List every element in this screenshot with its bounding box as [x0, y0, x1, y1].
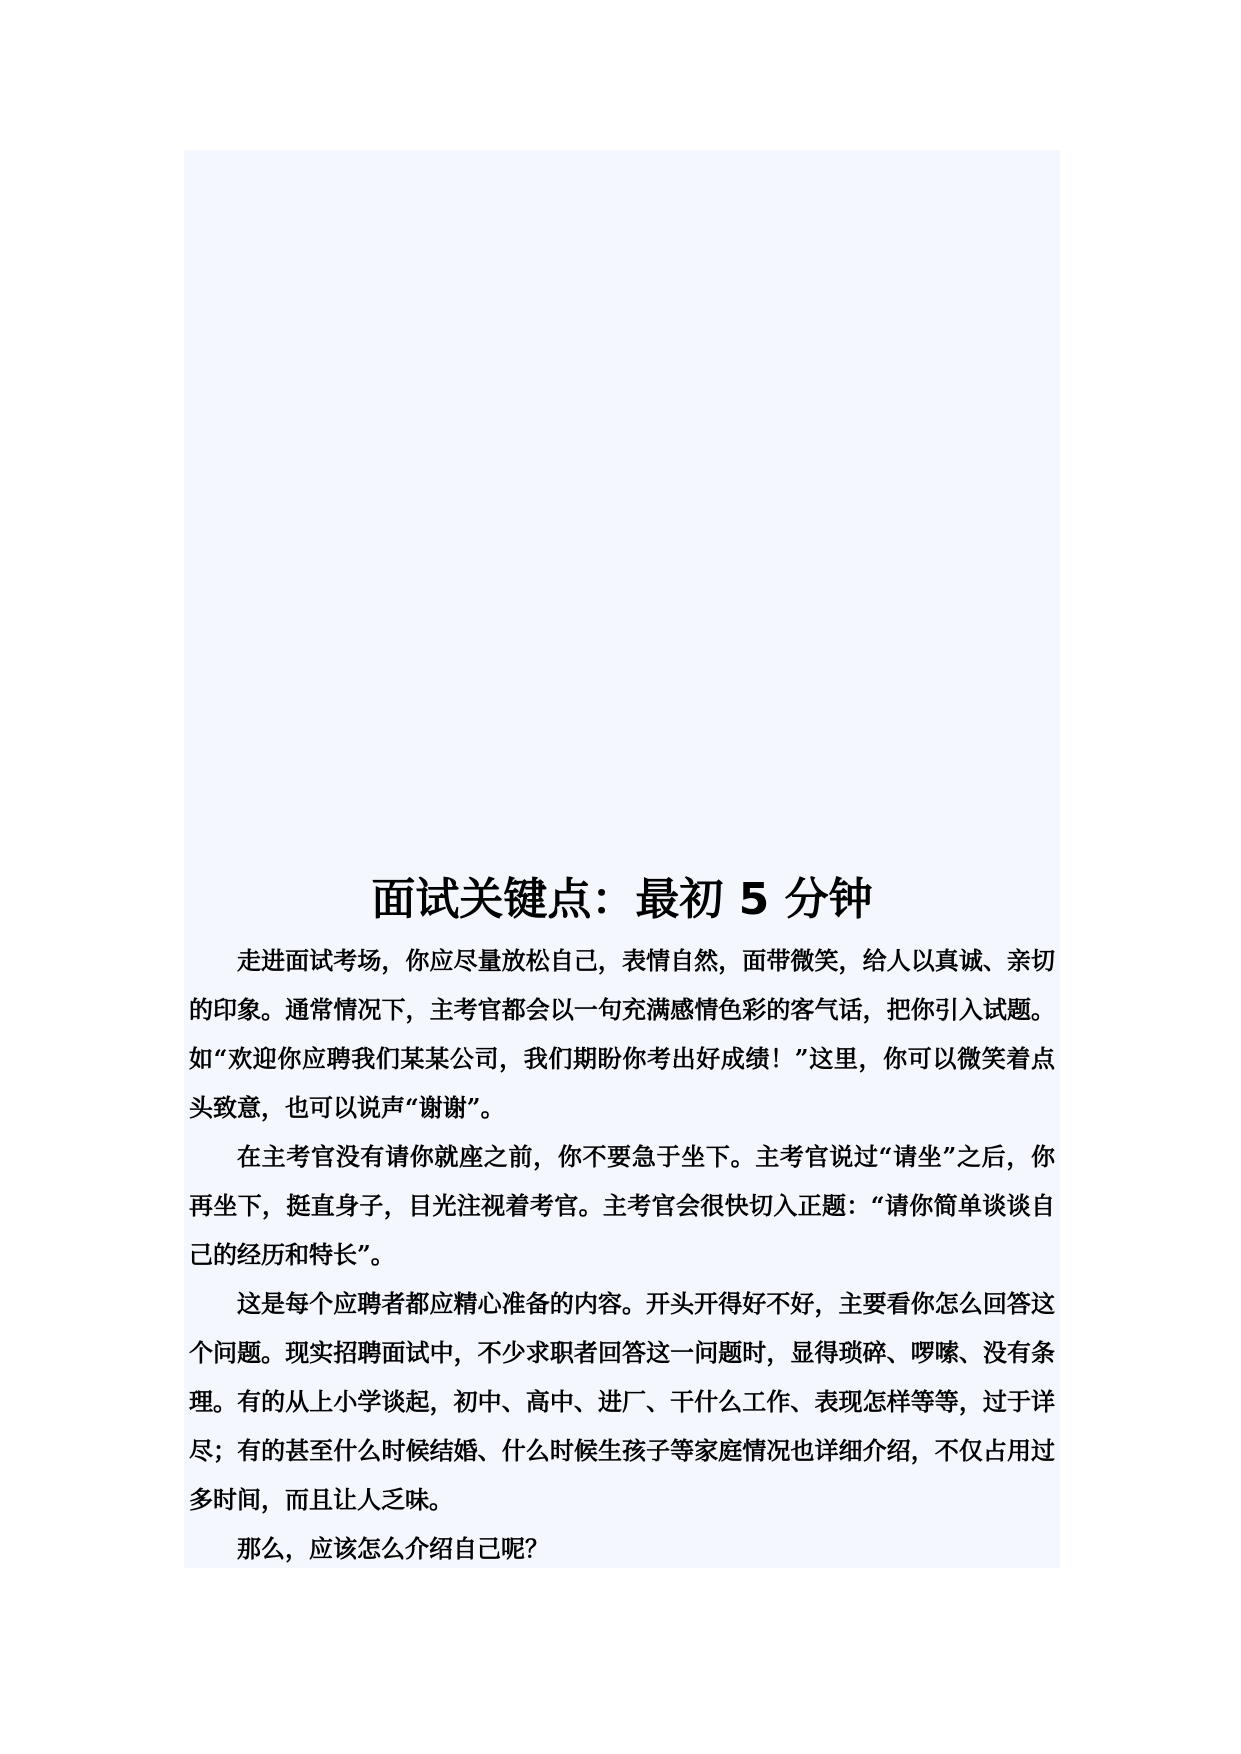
document-body: [189, 936, 1055, 1573]
paragraph: 走进面试考场，你应尽量放松自己，表情自然，面带微笑，给人以真诚、亲切的印象。通常情况下，主考官都会以一句充满感情色彩的客气话，把你引入试题。如“欢迎你应聘我们某某公司，我们期盼你考出好成绩！”这里，你可以微笑着点头致意，也可以说声“谢谢”。: [189, 946, 1055, 1122]
paragraph: 在主考官没有请你就座之前，你不要急于坐下。主考官说过“请坐”之后，你再坐下，挺直身子，目光注视着考官。主考官会很快切入正题：“请你简单谈谈自己的经历和特长”。: [189, 1142, 1055, 1269]
paragraph: 那么，应该怎么介绍自己呢？: [237, 1534, 549, 1563]
document-title: 面试关键点：最初 5 分钟: [371, 874, 873, 925]
paragraph: 这是每个应聘者都应精心准备的内容。开头开得好不好，主要看你怎么回答这个问题。现实招聘面试中，不少求职者回答这一问题时，显得琐碎、啰嗦、没有条理。有的从上小学谈起，初中、高中、进厂、干什么工作、表现怎样等等，过于详尽；有的甚至什么时候结婚、什么时候生孩子等家庭情况也详细介绍，不仅占用过多时间，而且让人乏味。: [189, 1289, 1055, 1514]
